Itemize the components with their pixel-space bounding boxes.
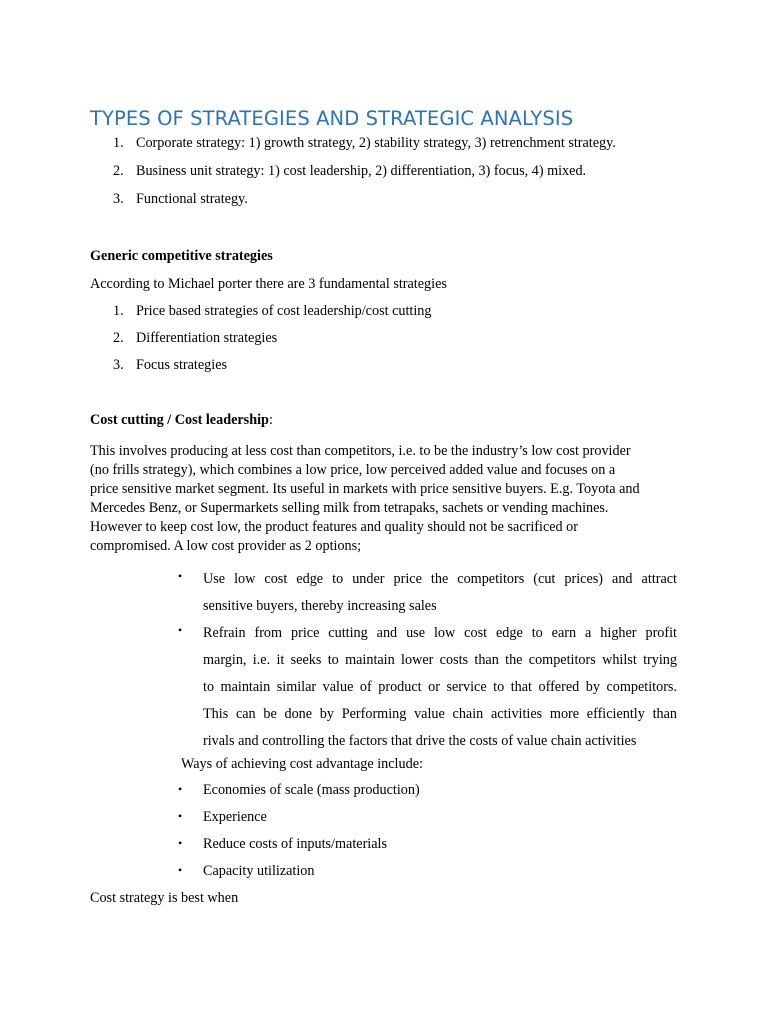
bullet-icon: • <box>178 809 183 823</box>
ways-text: Reduce costs of inputs/materials <box>203 836 388 852</box>
paragraph-line: compromised. A low cost provider as 2 options; <box>90 538 362 554</box>
cost-leadership-heading <box>90 412 273 429</box>
ways-text: Experience <box>203 809 267 825</box>
list-text: Price based strategies of cost leadership/cost cutting <box>136 303 432 319</box>
list-text: Business unit strategy: 1) cost leadership, 2) differentiation, 3) focus, 4) mixed. <box>136 163 587 179</box>
option-line: sensitive buyers, thereby increasing sales <box>203 598 437 614</box>
ways-intro: Ways of achieving cost advantage include: <box>181 756 423 772</box>
paragraph-line: (no frills strategy), which combines a low price, low perceived added value and focuses on a <box>90 462 616 478</box>
generic-strategies-intro: According to Michael porter there are 3 fundamental strategies <box>90 276 447 292</box>
heading-colon: : <box>268 412 273 428</box>
list-text: Functional strategy. <box>136 191 248 207</box>
list-number: 2. <box>113 330 124 346</box>
paragraph-line: However to keep cost low, the product features and quality should not be sacrificed or <box>90 519 578 535</box>
option-text <box>203 620 677 755</box>
option-line: to maintain similar value of product or service to that offered by competitors. <box>203 679 677 695</box>
bullet-icon: • <box>178 782 183 796</box>
option-line: margin, i.e. it seeks to maintain lower costs than the competitors whilst trying <box>203 652 677 668</box>
page-title: TYPES OF STRATEGIES AND STRATEGIC ANALYSIS <box>90 107 574 130</box>
cost-strategy-best-when: Cost strategy is best when <box>90 890 239 906</box>
bullet-icon: • <box>178 836 183 850</box>
list-number: 3. <box>113 357 124 373</box>
option-line: Use low cost edge to under price the competitors (cut prices) and attract <box>203 571 677 587</box>
bullet-icon: • <box>178 569 183 583</box>
bullet-icon: • <box>178 623 183 637</box>
ways-text: Capacity utilization <box>203 863 315 879</box>
generic-strategies-heading: Generic competitive strategies <box>90 248 273 264</box>
list-number: 3. <box>113 191 124 207</box>
list-number: 2. <box>113 163 124 179</box>
option-line: This can be done by Performing value chain activities more efficiently than <box>203 706 677 722</box>
list-number: 1. <box>113 135 124 151</box>
list-number: 1. <box>113 303 124 319</box>
cost-leadership-paragraph <box>90 442 690 556</box>
list-text: Corporate strategy: 1) growth strategy, 2) stability strategy, 3) retrenchment strategy. <box>136 135 616 151</box>
paragraph-line: Mercedes Benz, or Supermarkets selling milk from tetrapaks, sachets or vending machines. <box>90 500 609 516</box>
option-text <box>203 566 677 620</box>
list-text: Focus strategies <box>136 357 228 373</box>
option-line: rivals and controlling the factors that drive the costs of value chain activities <box>203 733 637 749</box>
option-line: Refrain from price cutting and use low cost edge to earn a higher profit <box>203 625 677 641</box>
paragraph-line: This involves producing at less cost than competitors, i.e. to be the industry’s low cost provider <box>90 443 631 459</box>
paragraph-line: price sensitive market segment. Its useful in markets with price sensitive buyers. E.g. Toyota and <box>90 481 640 497</box>
ways-text: Economies of scale (mass production) <box>203 782 420 798</box>
list-text: Differentiation strategies <box>136 330 278 346</box>
cost-leadership-heading-text: Cost cutting / Cost leadership <box>90 412 269 428</box>
bullet-icon: • <box>178 863 183 877</box>
